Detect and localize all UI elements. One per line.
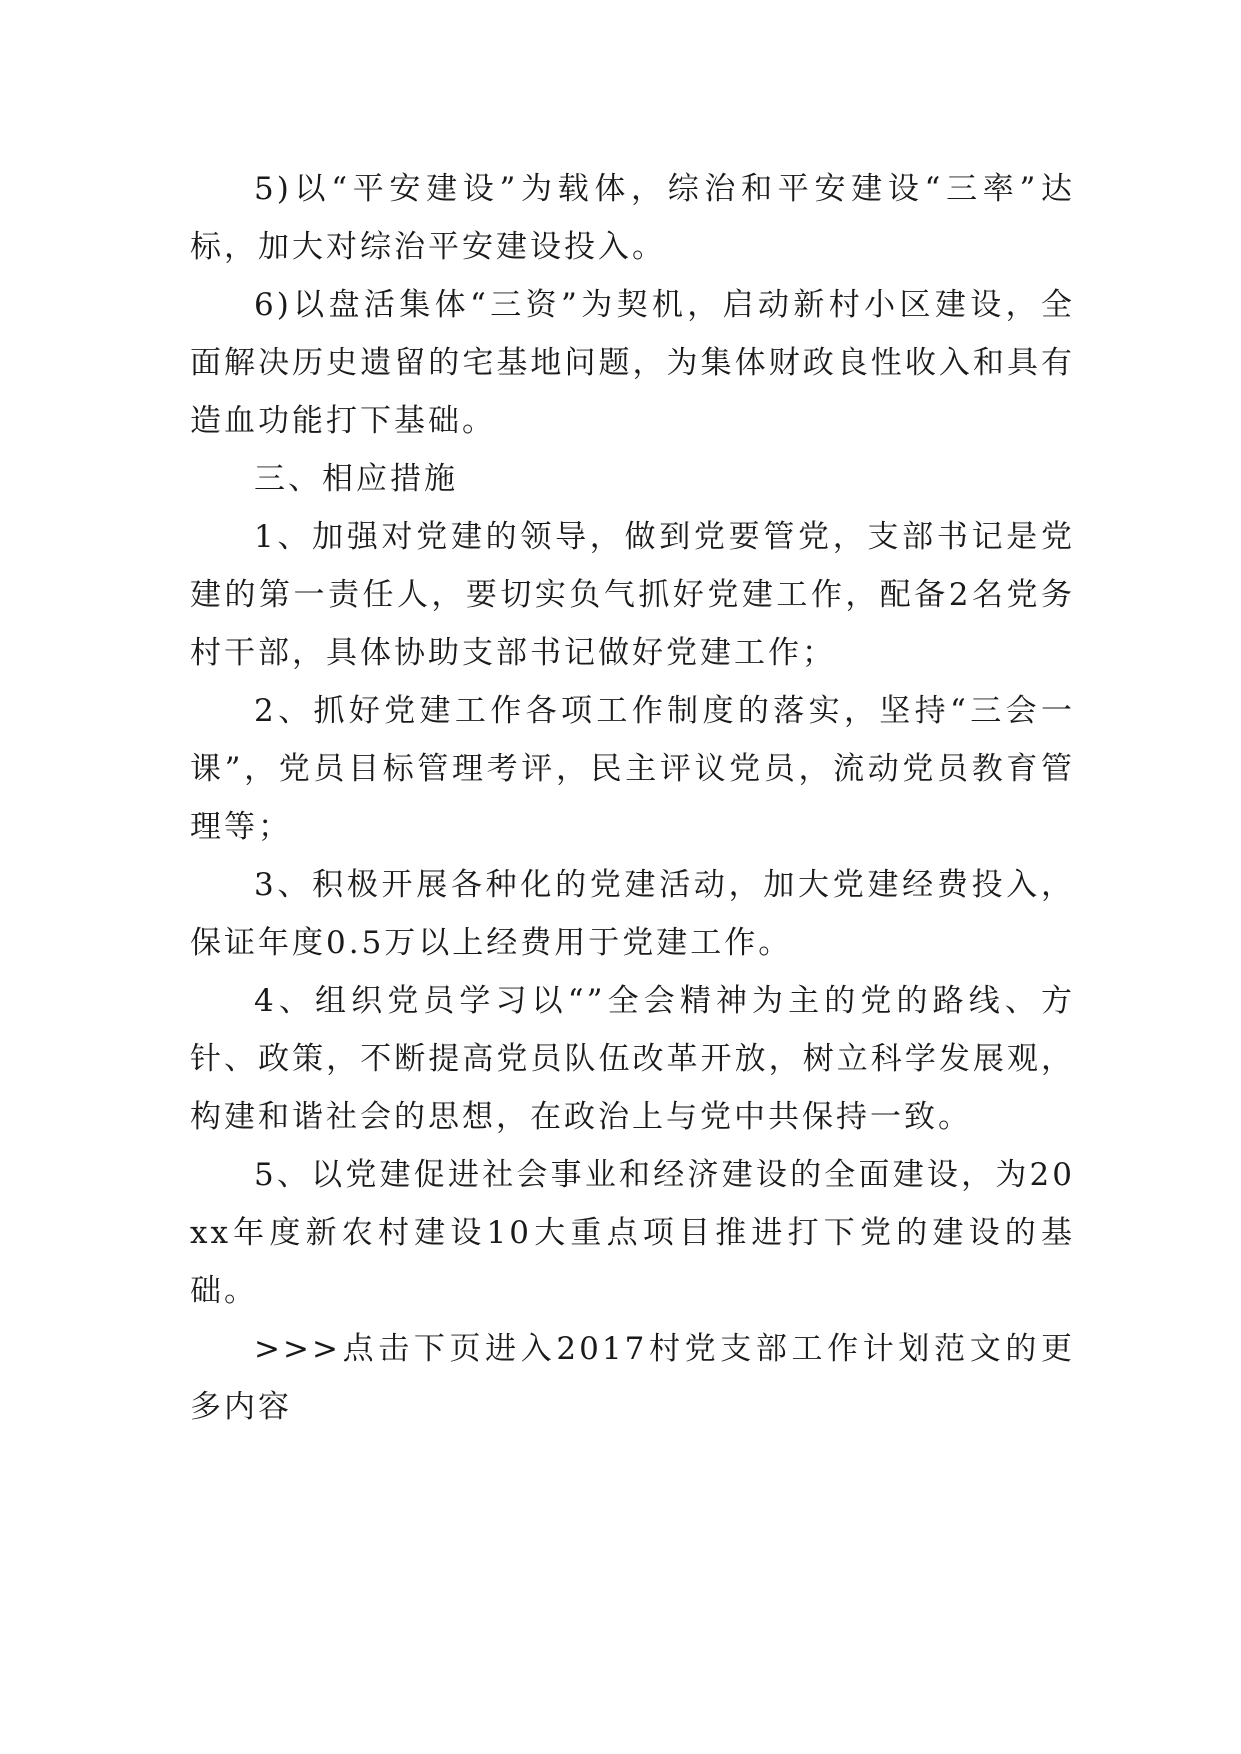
paragraph-measure-5: 5、以党建促进社会事业和经济建设的全面建设，为20xx年度新农村建设10大重点项目推进打下党的建设的基础。 [190, 1157, 1075, 1309]
paragraph-measure-4: 4、组织党员学习以“”全会精神为主的党的路线、方针、政策，不断提高党员队伍改革开放，树立科学发展观，构建和谐社会的思想，在政治上与党中共保持一致。 [190, 983, 1075, 1135]
next-page-link[interactable]: >>>点击下页进入2017村党支部工作计划范文的更多内容 [190, 1331, 1075, 1425]
paragraph-measure-2: 2、抓好党建工作各项工作制度的落实，坚持“三会一课”，党员目标管理考评，民主评议党员，流动党员教育管理等； [190, 693, 1075, 845]
paragraph-item-6-assets: 6)以盘活集体“三资”为契机，启动新村小区建设，全面解决历史遗留的宅基地问题，为集体财政良性收入和具有造血功能打下基础。 [190, 287, 1075, 439]
paragraph-item-5-safety: 5)以“平安建设”为载体，综治和平安建设“三率”达标，加大对综治平安建设投入。 [190, 171, 1075, 265]
document-body [190, 160, 1075, 1436]
paragraph-measure-1: 1、加强对党建的领导，做到党要管党，支部书记是党建的第一责任人，要切实负气抓好党建工作，配备2名党务村干部，具体协助支部书记做好党建工作； [190, 519, 1075, 671]
section-heading-measures: 三、相应措施 [254, 461, 458, 497]
paragraph-measure-3: 3、积极开展各种化的党建活动，加大党建经费投入，保证年度0.5万以上经费用于党建工作。 [190, 867, 1075, 961]
